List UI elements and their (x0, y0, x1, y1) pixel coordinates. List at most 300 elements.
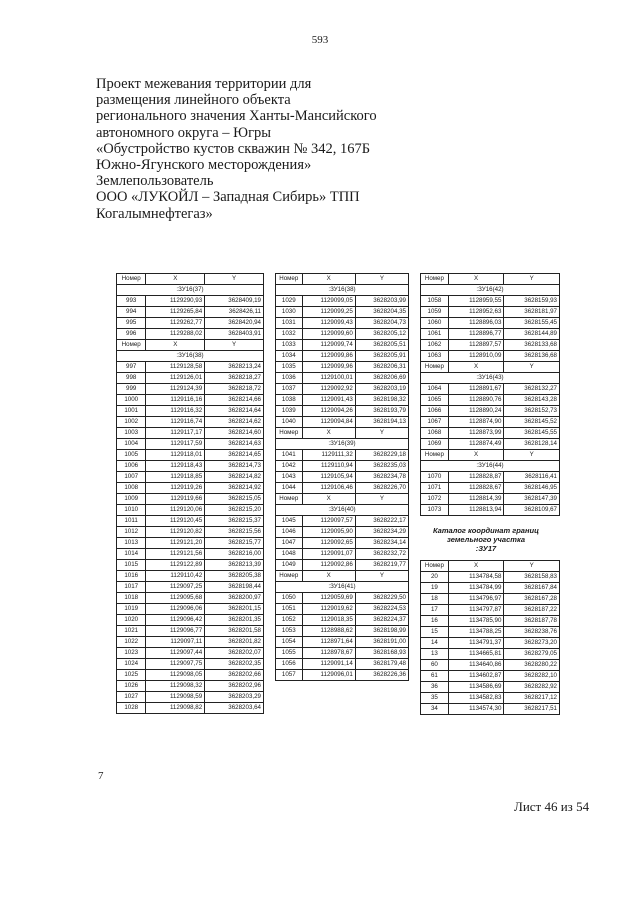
table-row (421, 483, 560, 494)
header-x: X (302, 494, 355, 505)
point-number: 1062 (421, 340, 449, 351)
point-number: 17 (421, 605, 449, 616)
point-number: 1071 (421, 483, 449, 494)
table-row (421, 693, 560, 704)
coord-x: 1129128,58 (146, 362, 205, 373)
coord-x: 1128896,03 (448, 318, 504, 329)
coord-y: 3628205,91 (355, 351, 408, 362)
table-row (276, 472, 409, 483)
coord-x: 1134574,30 (448, 704, 504, 715)
coord-y: 3628128,14 (504, 439, 560, 450)
coord-y: 3628205,38 (205, 571, 264, 582)
coord-x: 1129092,92 (302, 384, 355, 395)
header-y: Y (355, 571, 408, 582)
point-number: 36 (421, 682, 449, 693)
table-row (117, 362, 264, 373)
coord-x: 1128873,99 (448, 428, 504, 439)
coord-y: 3628214,63 (205, 439, 264, 450)
coord-y: 3628200,97 (205, 593, 264, 604)
point-number: 1061 (421, 329, 449, 340)
point-number: 1000 (117, 395, 146, 406)
table-row (117, 560, 264, 571)
header-number: Номер (276, 428, 303, 439)
point-number: 1043 (276, 472, 303, 483)
coord-y: 3628205,12 (355, 329, 408, 340)
coord-x: 1129099,60 (302, 329, 355, 340)
table-row (117, 538, 264, 549)
table-row (421, 572, 560, 583)
point-number: 1007 (117, 472, 146, 483)
table-row (117, 472, 264, 483)
point-number: 1066 (421, 406, 449, 417)
coord-y: 3628205,51 (355, 340, 408, 351)
coord-x: 1129099,96 (302, 362, 355, 373)
point-number: 1044 (276, 483, 303, 494)
coord-x: 1129111,32 (302, 450, 355, 461)
coord-x: 1129116,16 (146, 395, 205, 406)
table-row (117, 604, 264, 615)
point-number: 1058 (421, 296, 449, 307)
table-row (276, 296, 409, 307)
coord-y: 3628238,76 (504, 627, 560, 638)
point-number: 1008 (117, 483, 146, 494)
section-row (421, 285, 560, 296)
point-number: 1014 (117, 549, 146, 560)
coord-x: 1129124,39 (146, 384, 205, 395)
header-number: Номер (421, 362, 449, 373)
section-row (117, 285, 264, 296)
table-header-row (421, 450, 560, 461)
section-label: :ЗУ16(37) (117, 285, 264, 296)
point-number: 1029 (276, 296, 303, 307)
coord-x: 1129105,94 (302, 472, 355, 483)
coord-x: 1129121,56 (146, 549, 205, 560)
header-y: Y (355, 494, 408, 505)
coord-y: 3628203,29 (205, 692, 264, 703)
table-row (421, 660, 560, 671)
table-row (276, 340, 409, 351)
coord-y: 3628201,82 (205, 637, 264, 648)
coord-y: 3628215,56 (205, 527, 264, 538)
header-number: Номер (276, 494, 303, 505)
table-row (117, 318, 264, 329)
point-number: 1067 (421, 417, 449, 428)
coord-x: 1128896,77 (448, 329, 504, 340)
point-number: 1034 (276, 351, 303, 362)
coord-x: 1129099,43 (302, 318, 355, 329)
table-row (421, 472, 560, 483)
table-row (276, 307, 409, 318)
coord-x: 1134582,83 (448, 693, 504, 704)
point-number: 1038 (276, 395, 303, 406)
point-number: 1011 (117, 516, 146, 527)
coord-y: 3628214,92 (205, 483, 264, 494)
catalog-title-line: :ЗУ17 (475, 544, 497, 553)
coord-y: 3628201,35 (205, 615, 264, 626)
coord-x: 1128874,49 (448, 439, 504, 450)
point-number: 1031 (276, 318, 303, 329)
header-x: X (146, 340, 205, 351)
point-number: 1057 (276, 670, 303, 681)
coord-y: 3628187,22 (504, 605, 560, 616)
coord-y: 3628167,28 (504, 594, 560, 605)
coord-y: 3628214,73 (205, 461, 264, 472)
table-row (421, 682, 560, 693)
point-number: 1002 (117, 417, 146, 428)
table-header-row (421, 274, 560, 285)
point-number: 1045 (276, 516, 303, 527)
section-row (117, 351, 264, 362)
coord-x: 1129096,06 (146, 604, 205, 615)
coord-x: 1128828,87 (448, 472, 504, 483)
coord-x: 1129097,57 (302, 516, 355, 527)
point-number: 1039 (276, 406, 303, 417)
title-line: Проект межевания территории для (96, 76, 312, 92)
coord-y: 3628193,79 (355, 406, 408, 417)
coord-x: 1129262,77 (146, 318, 205, 329)
table-row (117, 428, 264, 439)
header-x: X (448, 362, 504, 373)
coord-y: 3628218,27 (205, 373, 264, 384)
coord-y: 3628213,24 (205, 362, 264, 373)
coord-y: 3628201,58 (205, 626, 264, 637)
point-number: 993 (117, 296, 146, 307)
coord-x: 1129119,26 (146, 483, 205, 494)
point-number: 18 (421, 594, 449, 605)
header-y: Y (205, 340, 264, 351)
table-row (421, 505, 560, 516)
point-number: 19 (421, 583, 449, 594)
table-row (117, 659, 264, 670)
point-number: 1060 (421, 318, 449, 329)
point-number: 1010 (117, 505, 146, 516)
table-row (421, 351, 560, 362)
table-row (276, 516, 409, 527)
section-label: :ЗУ16(43) (421, 373, 560, 384)
header-y: Y (355, 274, 408, 285)
coord-y: 3628217,51 (504, 704, 560, 715)
point-number: 1026 (117, 681, 146, 692)
table-row (276, 670, 409, 681)
table-row (276, 373, 409, 384)
coord-y: 3628191,00 (355, 637, 408, 648)
table-row (421, 616, 560, 627)
table-row (276, 417, 409, 428)
section-row (276, 582, 409, 593)
table-row (276, 450, 409, 461)
coord-y: 3628229,50 (355, 593, 408, 604)
table-row (117, 681, 264, 692)
coord-x: 1128910,09 (448, 351, 504, 362)
coord-y: 3628158,83 (504, 572, 560, 583)
coord-x: 1134791,37 (448, 638, 504, 649)
table-row (421, 649, 560, 660)
coord-x: 1129019,62 (302, 604, 355, 615)
title-line: Южно-Ягунского месторождения» (96, 157, 312, 174)
table-row (421, 318, 560, 329)
coord-y: 3628198,32 (355, 395, 408, 406)
coordinates-table-zu17 (420, 560, 560, 715)
table-row (117, 461, 264, 472)
coord-x: 1128952,63 (448, 307, 504, 318)
coord-y: 3628420,94 (205, 318, 264, 329)
point-number: 1017 (117, 582, 146, 593)
table-row (117, 549, 264, 560)
coordinates-table-1 (116, 273, 264, 714)
coord-y: 3628202,35 (205, 659, 264, 670)
coord-y: 3628282,92 (504, 682, 560, 693)
table-row (117, 615, 264, 626)
header-x: X (448, 274, 504, 285)
section-label: :ЗУ16(41) (276, 582, 409, 593)
table-row (117, 450, 264, 461)
point-number: 1063 (421, 351, 449, 362)
coord-x: 1128891,67 (448, 384, 504, 395)
point-number: 1037 (276, 384, 303, 395)
table-row (421, 340, 560, 351)
title-line: ООО «ЛУКОЙЛ – Западная Сибирь» ТПП (96, 189, 360, 206)
coord-x: 1134784,99 (448, 583, 504, 594)
header-number: Номер (276, 274, 303, 285)
coord-y: 3628132,27 (504, 384, 560, 395)
section-label: :ЗУ16(44) (421, 461, 560, 472)
coord-y: 3628152,73 (504, 406, 560, 417)
table-row (276, 461, 409, 472)
section-row (276, 439, 409, 450)
table-row (276, 351, 409, 362)
table-row (117, 406, 264, 417)
point-number: 1028 (117, 703, 146, 714)
coord-y: 3628215,20 (205, 505, 264, 516)
title-line: автономного округа – Югры (96, 124, 272, 141)
coord-y: 3628279,05 (504, 649, 560, 660)
coord-y: 3628403,91 (205, 329, 264, 340)
coord-y: 3628203,64 (205, 703, 264, 714)
table-row (421, 638, 560, 649)
point-number: 1030 (276, 307, 303, 318)
document-title (96, 76, 426, 222)
coord-x: 1129099,05 (302, 296, 355, 307)
table-row (276, 549, 409, 560)
table-header-row (276, 494, 409, 505)
point-number: 1046 (276, 527, 303, 538)
coord-y: 3628218,72 (205, 384, 264, 395)
coord-x: 1128988,62 (302, 626, 355, 637)
coord-x: 1129095,90 (302, 527, 355, 538)
point-number: 1059 (421, 307, 449, 318)
coord-y: 3628216,00 (205, 549, 264, 560)
point-number: 1006 (117, 461, 146, 472)
point-number: 15 (421, 627, 449, 638)
coord-y: 3628145,55 (504, 428, 560, 439)
coord-y: 3628179,48 (355, 659, 408, 670)
coord-y: 3628168,93 (355, 648, 408, 659)
coord-y: 3628426,11 (205, 307, 264, 318)
table-header-row (421, 561, 560, 572)
table-row (421, 439, 560, 450)
coord-x: 1134665,81 (448, 649, 504, 660)
coord-x: 1134797,87 (448, 605, 504, 616)
coord-x: 1129120,06 (146, 505, 205, 516)
point-number: 1049 (276, 560, 303, 571)
coord-y: 3628214,65 (205, 450, 264, 461)
coord-x: 1134796,97 (448, 594, 504, 605)
title-line: размещения линейного объекта (96, 92, 291, 109)
table-row (117, 648, 264, 659)
coord-x: 1129094,26 (302, 406, 355, 417)
point-number: 1047 (276, 538, 303, 549)
table-header-row (421, 362, 560, 373)
coord-y: 3628234,29 (355, 527, 408, 538)
header-number: Номер (421, 450, 449, 461)
coord-x: 1128814,39 (448, 494, 504, 505)
table-row (117, 593, 264, 604)
coord-x: 1129092,86 (302, 560, 355, 571)
point-number: 1054 (276, 637, 303, 648)
coord-x: 1129097,11 (146, 637, 205, 648)
point-number: 1036 (276, 373, 303, 384)
table-row (421, 296, 560, 307)
point-number: 13 (421, 649, 449, 660)
point-number: 1021 (117, 626, 146, 637)
coord-x: 1128890,76 (448, 395, 504, 406)
table-row (421, 428, 560, 439)
coord-y: 3628222,17 (355, 516, 408, 527)
coord-y: 3628206,69 (355, 373, 408, 384)
coord-x: 1129110,94 (302, 461, 355, 472)
table-row (117, 384, 264, 395)
header-y: Y (504, 362, 560, 373)
coord-x: 1129118,01 (146, 450, 205, 461)
table-row (276, 527, 409, 538)
point-number: 16 (421, 616, 449, 627)
title-line: Когалымнефтегаз» (96, 205, 213, 222)
coord-x: 1129098,59 (146, 692, 205, 703)
table-row (421, 494, 560, 505)
coord-x: 1129097,44 (146, 648, 205, 659)
table-row (276, 384, 409, 395)
coord-x: 1129118,85 (146, 472, 205, 483)
coord-y: 3628116,41 (504, 472, 560, 483)
coord-x: 1128828,67 (448, 483, 504, 494)
header-x: X (302, 571, 355, 582)
coord-x: 1134586,69 (448, 682, 504, 693)
coord-y: 3628167,84 (504, 583, 560, 594)
coord-x: 1129116,74 (146, 417, 205, 428)
coord-x: 1129095,68 (146, 593, 205, 604)
table-row (117, 637, 264, 648)
coord-y: 3628202,96 (205, 681, 264, 692)
coord-y: 3628194,13 (355, 417, 408, 428)
point-number: 1073 (421, 505, 449, 516)
table-row (276, 329, 409, 340)
coord-y: 3628159,93 (504, 296, 560, 307)
coord-x: 1129288,02 (146, 329, 205, 340)
coord-y: 3628181,97 (504, 307, 560, 318)
coord-x: 1129098,05 (146, 670, 205, 681)
coord-y: 3628144,89 (504, 329, 560, 340)
section-label: :ЗУ16(38) (276, 285, 409, 296)
table-row (421, 627, 560, 638)
coord-x: 1129106,46 (302, 483, 355, 494)
point-number: 1020 (117, 615, 146, 626)
table-row (276, 362, 409, 373)
section-label: :ЗУ16(42) (421, 285, 560, 296)
table-row (117, 626, 264, 637)
point-number: 1013 (117, 538, 146, 549)
table-row (421, 384, 560, 395)
point-number: 1004 (117, 439, 146, 450)
coord-y: 3628226,36 (355, 670, 408, 681)
coord-x: 1129018,35 (302, 615, 355, 626)
point-number: 1050 (276, 593, 303, 604)
point-number: 14 (421, 638, 449, 649)
coord-y: 3628145,52 (504, 417, 560, 428)
side-mark: 7 (98, 770, 104, 782)
coord-x: 1128978,67 (302, 648, 355, 659)
coord-y: 3628280,22 (504, 660, 560, 671)
coord-y: 3628229,18 (355, 450, 408, 461)
point-number: 996 (117, 329, 146, 340)
point-number: 999 (117, 384, 146, 395)
coord-y: 3628143,28 (504, 395, 560, 406)
coord-y: 3628214,60 (205, 428, 264, 439)
point-number: 1051 (276, 604, 303, 615)
section-label: :ЗУ16(38) (117, 351, 264, 362)
coord-y: 3628146,95 (504, 483, 560, 494)
section-label: :ЗУ16(40) (276, 505, 409, 516)
point-number: 34 (421, 704, 449, 715)
header-x: X (448, 561, 504, 572)
coord-x: 1129096,42 (146, 615, 205, 626)
coord-y: 3628147,39 (504, 494, 560, 505)
coord-y: 3628217,12 (504, 693, 560, 704)
coord-x: 1129097,25 (146, 582, 205, 593)
table-header-row (117, 340, 264, 351)
coord-y: 3628213,39 (205, 560, 264, 571)
coord-x: 1128971,64 (302, 637, 355, 648)
header-y: Y (504, 274, 560, 285)
coord-y: 3628202,07 (205, 648, 264, 659)
point-number: 1015 (117, 560, 146, 571)
point-number: 1019 (117, 604, 146, 615)
table-row (421, 671, 560, 682)
point-number: 995 (117, 318, 146, 329)
table-row (117, 505, 264, 516)
table-row (117, 373, 264, 384)
catalog-title-line: земельного участка (446, 535, 526, 544)
point-number: 1055 (276, 648, 303, 659)
coord-x: 1128874,90 (448, 417, 504, 428)
coord-x: 1129098,82 (146, 703, 205, 714)
coord-y: 3628202,66 (205, 670, 264, 681)
table-row (117, 439, 264, 450)
coord-y: 3628214,62 (205, 417, 264, 428)
coord-x: 1129118,43 (146, 461, 205, 472)
section-label: :ЗУ16(39) (276, 439, 409, 450)
point-number: 1032 (276, 329, 303, 340)
coord-y: 3628203,19 (355, 384, 408, 395)
point-number: 1025 (117, 670, 146, 681)
table-header-row (276, 428, 409, 439)
table-row (276, 626, 409, 637)
coord-x: 1129099,25 (302, 307, 355, 318)
coordinates-table-2 (275, 273, 409, 681)
header-number: Номер (117, 340, 146, 351)
coord-y: 3628214,64 (205, 406, 264, 417)
table-row (117, 670, 264, 681)
coord-x: 1134640,86 (448, 660, 504, 671)
